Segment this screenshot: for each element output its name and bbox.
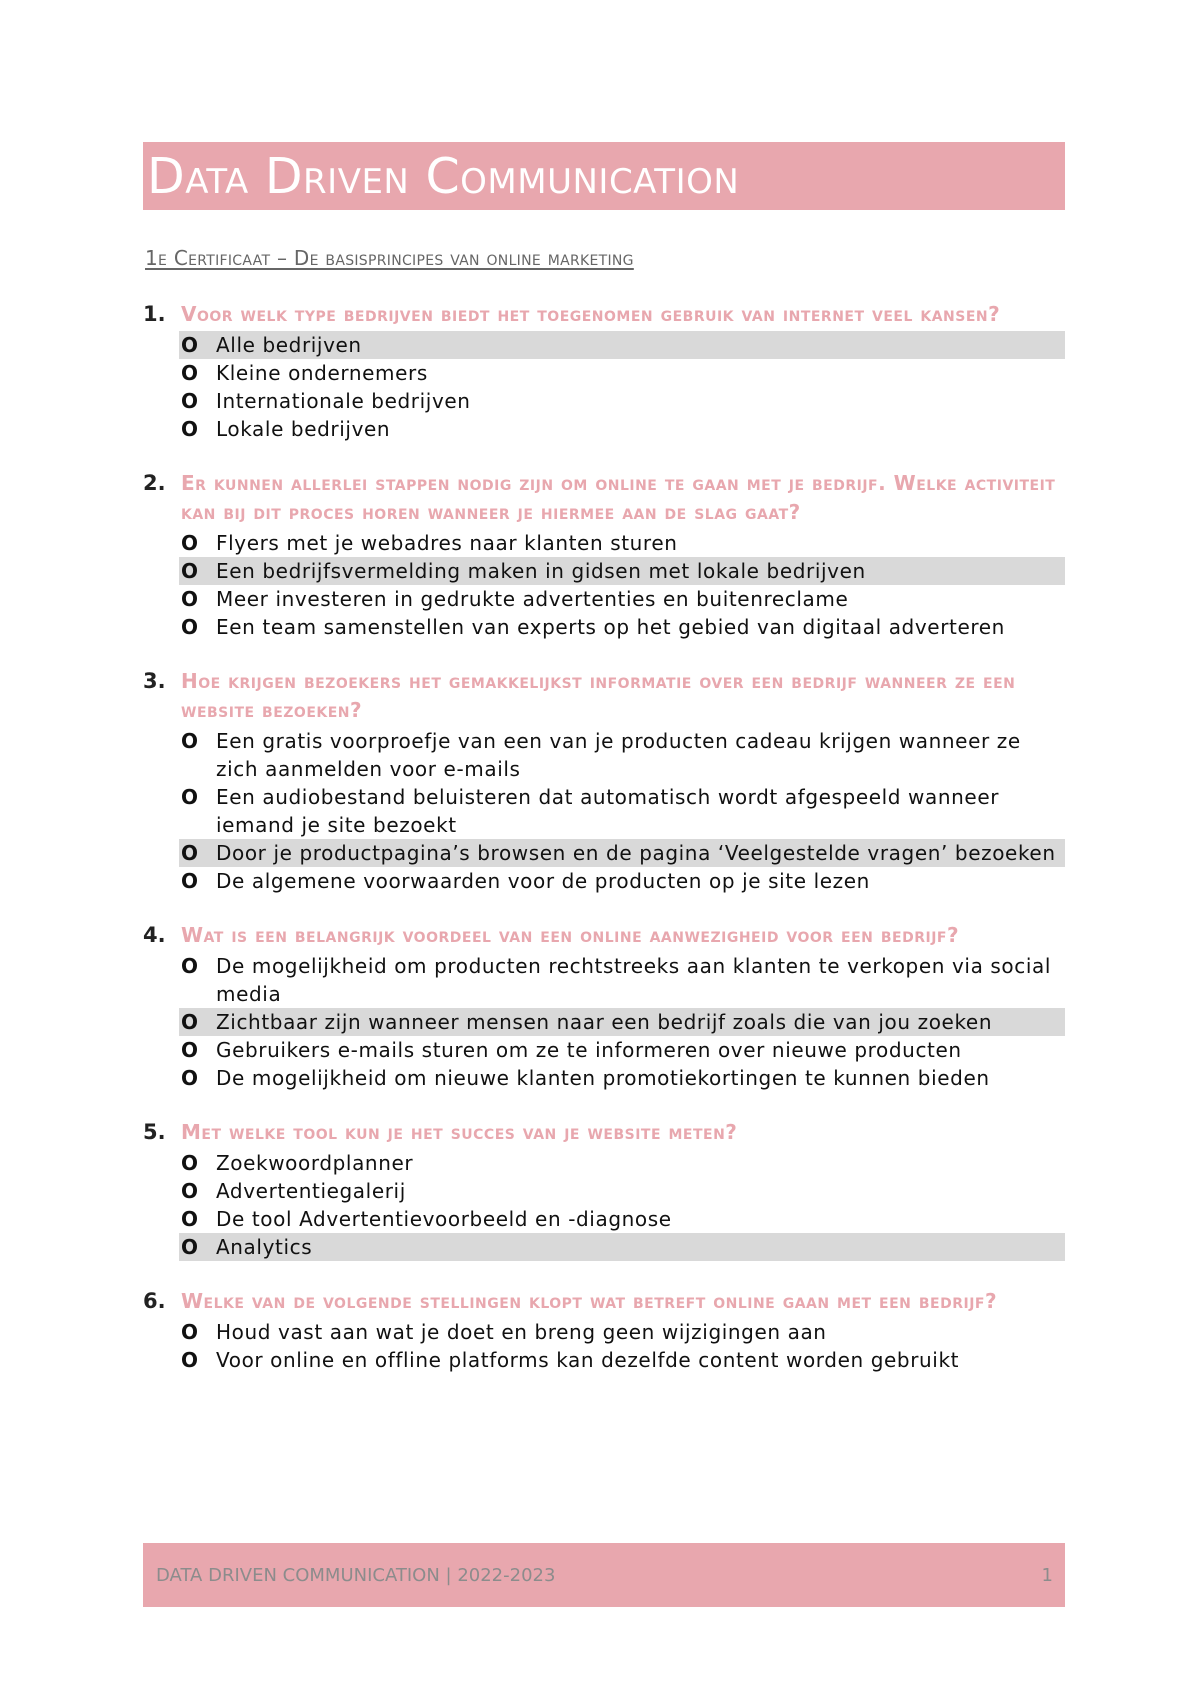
option-text: De mogelijkheid om nieuwe klanten promotiekortingen te kunnen bieden <box>216 1066 990 1090</box>
answer-option-highlighted <box>179 331 1065 359</box>
option-circle-icon: O <box>181 869 199 893</box>
answer-option <box>179 1346 1065 1374</box>
question-3 <box>143 667 1065 895</box>
question-number: 3. <box>143 669 166 693</box>
option-text: Alle bedrijven <box>216 333 362 357</box>
answer-option <box>179 727 1065 783</box>
answer-option <box>179 359 1065 387</box>
question-text: Er kunnen allerlei stappen nodig zijn om online te gaan met je bedrijf. Welke activiteit kan bij dit proces horen wanneer je hiermee aan de slag gaat? <box>181 471 1056 524</box>
option-circle-icon: O <box>181 587 199 611</box>
option-text: Kleine ondernemers <box>216 361 428 385</box>
option-circle-icon: O <box>181 389 199 413</box>
option-circle-icon: O <box>181 1066 199 1090</box>
question-text: Welke van de volgende stellingen klopt wat betreft online gaan met een bedrijf? <box>181 1289 998 1313</box>
question-1 <box>143 300 1065 443</box>
option-text: De tool Advertentievoorbeeld en -diagnose <box>216 1207 672 1231</box>
option-circle-icon: O <box>181 1207 199 1231</box>
answer-options <box>143 331 1065 443</box>
answer-option-highlighted <box>179 1008 1065 1036</box>
question-header <box>143 921 1065 950</box>
question-header <box>143 1118 1065 1147</box>
question-header <box>143 469 1065 527</box>
question-text: Met welke tool kun je het succes van je website meten? <box>181 1120 738 1144</box>
answer-option <box>179 952 1065 1008</box>
option-circle-icon: O <box>181 333 199 357</box>
answer-options <box>143 1318 1065 1374</box>
title-banner <box>143 142 1065 210</box>
option-text: De mogelijkheid om producten rechtstreeks aan klanten te verkopen via social media <box>216 954 1052 1006</box>
answer-option-highlighted <box>179 1233 1065 1261</box>
option-circle-icon: O <box>181 1348 199 1372</box>
option-circle-icon: O <box>181 1151 199 1175</box>
option-text: Flyers met je webadres naar klanten sturen <box>216 531 678 555</box>
question-header <box>143 1287 1065 1316</box>
option-text: Lokale bedrijven <box>216 417 391 441</box>
option-text: De algemene voorwaarden voor de producten op je site lezen <box>216 869 870 893</box>
option-circle-icon: O <box>181 559 199 583</box>
question-text: Voor welk type bedrijven biedt het toegenomen gebruik van internet veel kansen? <box>181 302 1001 326</box>
answer-options <box>143 529 1065 641</box>
question-number: 4. <box>143 923 166 947</box>
option-text: Houd vast aan wat je doet en breng geen wijzigingen aan <box>216 1320 827 1344</box>
option-circle-icon: O <box>181 615 199 639</box>
question-number: 1. <box>143 302 166 326</box>
answer-option <box>179 387 1065 415</box>
answer-options <box>143 727 1065 895</box>
answer-option <box>179 585 1065 613</box>
option-circle-icon: O <box>181 1179 199 1203</box>
answer-option <box>179 783 1065 839</box>
answer-option <box>179 1064 1065 1092</box>
option-circle-icon: O <box>181 729 199 753</box>
question-number: 6. <box>143 1289 166 1313</box>
page-footer <box>143 1543 1065 1607</box>
option-circle-icon: O <box>181 1038 199 1062</box>
footer-text: DATA DRIVEN COMMUNICATION | 2022-2023 <box>156 1564 556 1586</box>
answer-option <box>179 1149 1065 1177</box>
option-text: Een team samenstellen van experts op het gebied van digitaal adverteren <box>216 615 1005 639</box>
answer-option <box>179 1036 1065 1064</box>
option-circle-icon: O <box>181 1235 199 1259</box>
answer-option-highlighted <box>179 839 1065 867</box>
document-subtitle: 1e Certificaat – De basisprincipes van online marketing <box>145 246 634 270</box>
answer-option <box>179 529 1065 557</box>
question-list <box>143 300 1065 1400</box>
question-2 <box>143 469 1065 641</box>
option-text: Analytics <box>216 1235 313 1259</box>
option-text: Voor online en offline platforms kan dezelfde content worden gebruikt <box>216 1348 960 1372</box>
question-header <box>143 300 1065 329</box>
option-text: Meer investeren in gedrukte advertenties en buitenreclame <box>216 587 849 611</box>
option-circle-icon: O <box>181 785 199 809</box>
question-number: 5. <box>143 1120 166 1144</box>
question-5 <box>143 1118 1065 1261</box>
option-circle-icon: O <box>181 417 199 441</box>
option-circle-icon: O <box>181 841 199 865</box>
option-circle-icon: O <box>181 1010 199 1034</box>
option-text: Gebruikers e-mails sturen om ze te informeren over nieuwe producten <box>216 1038 962 1062</box>
option-text: Zoekwoordplanner <box>216 1151 414 1175</box>
answer-option-highlighted <box>179 557 1065 585</box>
question-6 <box>143 1287 1065 1374</box>
answer-options <box>143 952 1065 1092</box>
answer-option <box>179 415 1065 443</box>
answer-option <box>179 1318 1065 1346</box>
option-text: Zichtbaar zijn wanneer mensen naar een bedrijf zoals die van jou zoeken <box>216 1010 993 1034</box>
option-text: Advertentiegalerij <box>216 1179 406 1203</box>
option-text: Een gratis voorproefje van een van je producten cadeau krijgen wanneer ze zich aanmelden voor e-mails <box>216 729 1021 781</box>
option-circle-icon: O <box>181 531 199 555</box>
question-number: 2. <box>143 471 166 495</box>
option-text: Internationale bedrijven <box>216 389 471 413</box>
document-title: Data Driven Communication <box>147 147 740 205</box>
answer-option <box>179 867 1065 895</box>
page-number: 1 <box>1041 1564 1053 1586</box>
answer-option <box>179 1177 1065 1205</box>
option-circle-icon: O <box>181 361 199 385</box>
question-4 <box>143 921 1065 1092</box>
option-text: Door je productpagina’s browsen en de pagina ‘Veelgestelde vragen’ bezoeken <box>216 841 1056 865</box>
option-text: Een audiobestand beluisteren dat automatisch wordt afgespeeld wanneer iemand je site bezoekt <box>216 785 1000 837</box>
document-page <box>143 0 1065 1698</box>
question-header <box>143 667 1065 725</box>
question-text: Hoe krijgen bezoekers het gemakkelijkst informatie over een bedrijf wanneer ze een website bezoeken? <box>181 669 1016 722</box>
question-text: Wat is een belangrijk voordeel van een online aanwezigheid voor een bedrijf? <box>181 923 960 947</box>
option-text: Een bedrijfsvermelding maken in gidsen met lokale bedrijven <box>216 559 866 583</box>
option-circle-icon: O <box>181 954 199 978</box>
answer-option <box>179 613 1065 641</box>
answer-options <box>143 1149 1065 1261</box>
answer-option <box>179 1205 1065 1233</box>
option-circle-icon: O <box>181 1320 199 1344</box>
